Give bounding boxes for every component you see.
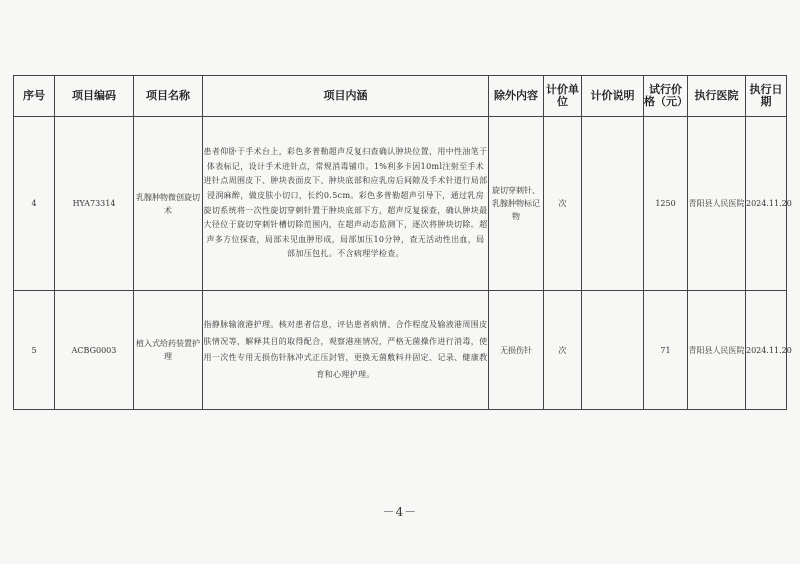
header-code: 项目编码 <box>55 76 134 117</box>
cell-note <box>582 117 644 291</box>
cell-unit: 次 <box>544 117 582 291</box>
cell-seq: 4 <box>14 117 55 291</box>
cell-hospital: 青阳县人民医院 <box>688 291 746 410</box>
header-note: 计价说明 <box>582 76 644 117</box>
cell-hospital: 青阳县人民医院 <box>688 117 746 291</box>
cell-content: 指静脉输液港护理。核对患者信息，评估患者病情、合作程度及输液港周围皮肤情况等，解释其目的取得配合，观察港座情况，严格无菌操作进行消毒，使用一次性专用无损伤针脉冲式正压封管，更换无菌敷料并固定、记录、健康教育和心理护理。 <box>203 291 489 410</box>
header-name: 项目名称 <box>134 76 203 117</box>
header-price: 试行价格（元） <box>644 76 688 117</box>
header-hospital: 执行医院 <box>688 76 746 117</box>
table-row <box>14 117 787 291</box>
cell-code: ACBG0003 <box>55 291 134 410</box>
header-excluded: 除外内容 <box>489 76 544 117</box>
table-row <box>14 291 787 410</box>
cell-excluded: 旋切穿刺针、乳腺肿物标记物 <box>489 117 544 291</box>
page-number: －4－ <box>382 505 418 519</box>
cell-seq: 5 <box>14 291 55 410</box>
cell-note <box>582 291 644 410</box>
cell-date: 2024.11.20 <box>746 117 787 291</box>
cell-name: 植入式给药装置护理 <box>134 291 203 410</box>
cell-date: 2024.11.20 <box>746 291 787 410</box>
cell-unit: 次 <box>544 291 582 410</box>
cell-name: 乳腺肿物微创旋切术 <box>134 117 203 291</box>
header-seq: 序号 <box>14 76 55 117</box>
cell-code: HYA73314 <box>55 117 134 291</box>
fee-table <box>13 75 792 410</box>
header-date: 执行日期 <box>746 76 787 117</box>
cell-price: 71 <box>644 291 688 410</box>
cell-excluded: 无损伤针 <box>489 291 544 410</box>
header-row <box>14 76 787 117</box>
cell-price: 1250 <box>644 117 688 291</box>
header-unit: 计价单位 <box>544 76 582 117</box>
cell-content: 患者仰卧于手术台上，彩色多普勒超声反复扫查确认肿块位置，用中性油笔于体表标记，设计手术进针点，常规消毒铺巾。1%利多卡因10ml注射至手术进针点周围皮下、肿块表面皮下、肿块底部和应乳房后间隙及手术针道行局部浸润麻醉，做皮肤小切口，长约0.5cm。彩色多普勒超声引导下，通过乳房旋切系统将一次性旋切穿刺针置于肿块底部下方，超声反复探查，确认肿块最大径位于旋切穿刺针槽切除范围内，在超声动态监测下，逐次将肿块切除。超声多方位探查，局部未见血肿形成，局部加压10分钟，查无活动性出血，局部加压包扎。不含病理学检查。 <box>203 117 489 291</box>
header-content: 项目内涵 <box>203 76 489 117</box>
